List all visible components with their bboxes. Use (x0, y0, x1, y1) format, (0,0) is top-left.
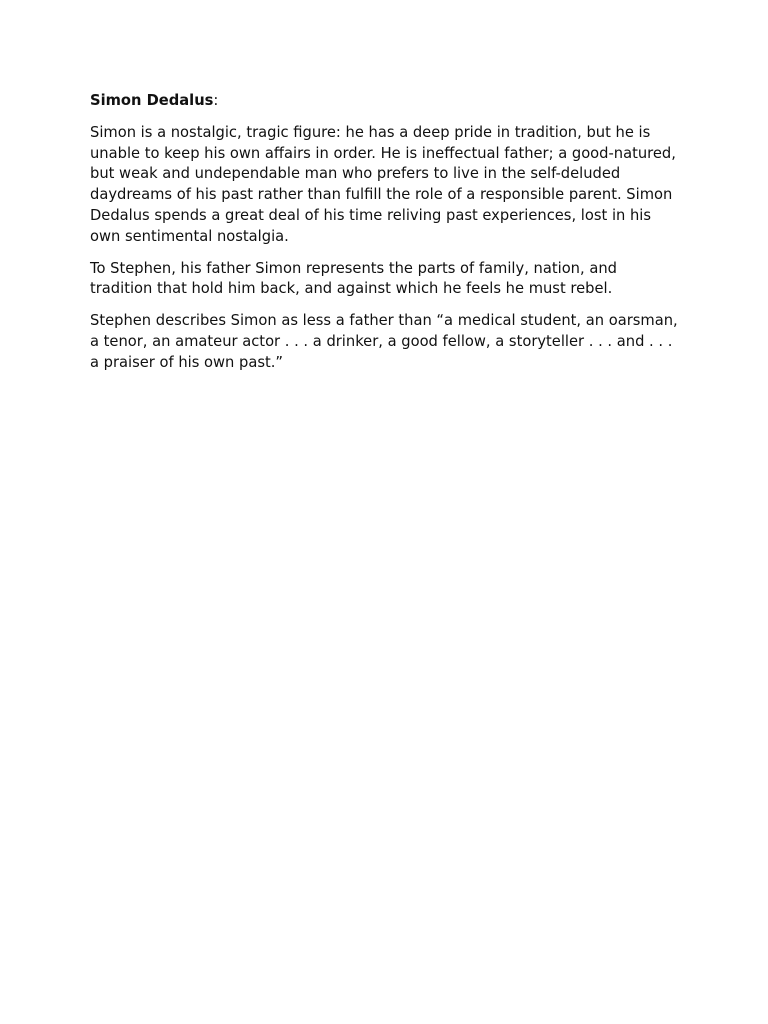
paragraph-2: To Stephen, his father Simon represents the parts of family, nation, and tradition that hold him back, and against which he feels he must rebel. (90, 259, 617, 298)
section-heading (90, 91, 678, 112)
paragraph-3: Stephen describes Simon as less a father than “a medical student, an oarsman, a tenor, an amateur actor . . . a drinker, a good fellow, a storyteller . . . and . . . a praiser of his own past.” (90, 312, 678, 371)
heading-colon: : (213, 92, 219, 109)
heading-name: Simon Dedalus (90, 92, 214, 109)
paragraph-1: Simon is a nostalgic, tragic figure: he has a deep pride in tradition, but he is unable to keep his own affairs in order. He is ineffectual father; a good-natured, but weak and undependable man who prefers to live in the self-deluded daydreams of his past rather than fulfill the role of a responsible parent. Simon Dedalus spends a great deal of his time reliving past experiences, lost in his own sentimental nostalgia. (90, 123, 676, 245)
